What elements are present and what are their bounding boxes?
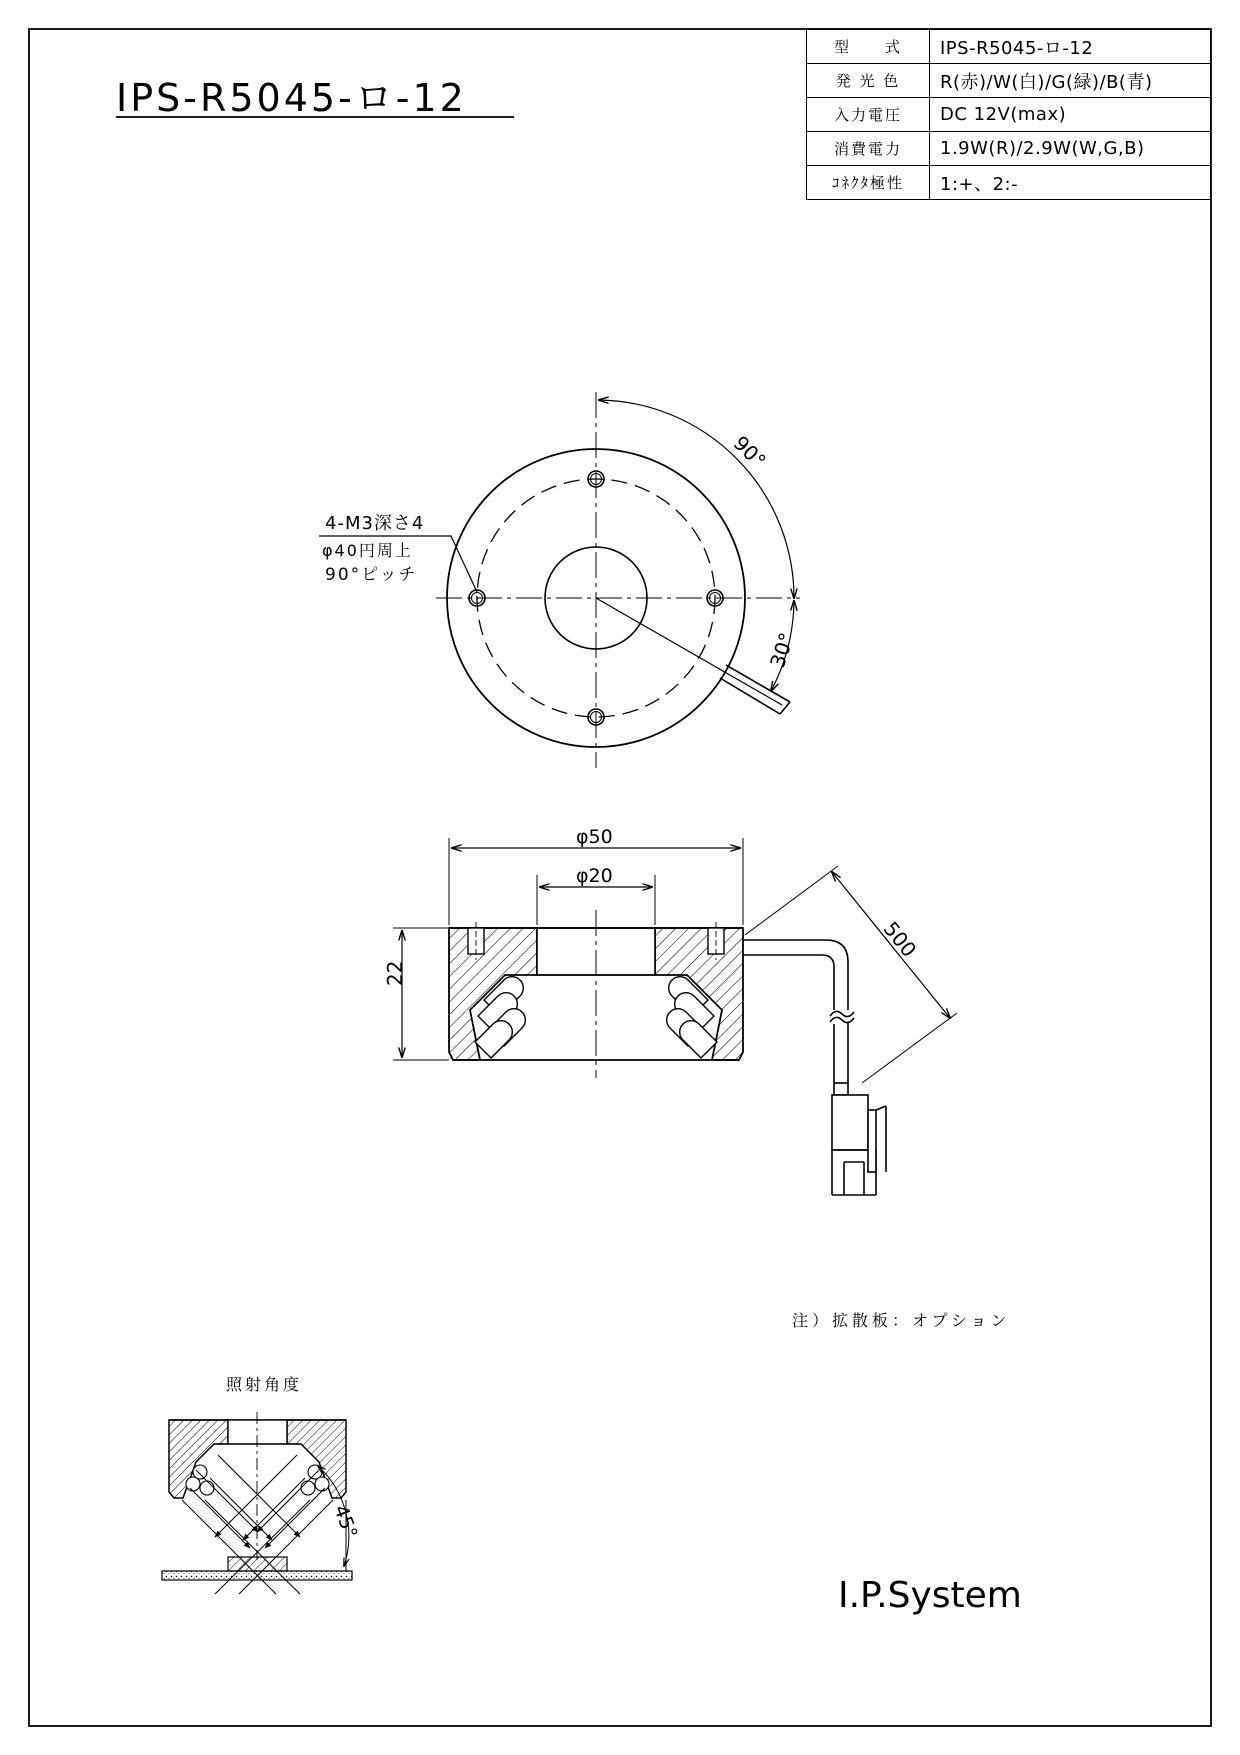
irradiation-angle-label: 45° [329,1502,362,1542]
side-cable [743,940,854,1083]
spec-table [806,29,1211,200]
spec-value: R(赤)/W(白)/G(緑)/B(青) [930,64,1211,98]
drawing-title-text: IPS-R5045-ロ-12 [116,76,467,120]
diffuser-note: 注）拡散板：オプション [792,1311,1011,1330]
spec-value: IPS-R5045-ロ-12 [930,30,1211,64]
connector [832,1083,886,1195]
spec-row-polarity [807,166,1211,200]
spec-row-color [807,64,1211,98]
drawing-title [116,76,514,120]
spec-value: DC 12V(max) [930,98,1211,132]
spec-key: 消費電力 [807,132,930,166]
angle-label-90: 90° [728,430,771,473]
irradiation-title: 照射角度 [226,1375,303,1394]
spec-row-power [807,132,1211,166]
spec-row-voltage [807,98,1211,132]
dim-inner-label: φ20 [576,865,613,887]
angle-arc-90 [599,400,794,598]
angle-label-30: 30° [765,629,799,671]
spec-value: 1:+、2:- [930,166,1211,200]
spec-row-model [807,30,1211,64]
spec-key: 型 式 [807,30,930,64]
spec-value: 1.9W(R)/2.9W(W,G,B) [930,132,1211,166]
hole-note-line2: φ40円周上 [322,541,413,560]
spec-key: 発 光 色 [807,64,930,98]
dim-height-label: 22 [383,960,407,986]
irradiation-diagram [162,1412,352,1594]
dim-outer-label: φ50 [576,826,613,848]
hole-note-line3: 90°ピッチ [325,565,418,585]
hole-note-line1: 4-M3深さ4 [325,513,425,534]
company-name: I.P.System [838,1575,1022,1616]
spec-key: 入力電圧 [807,98,930,132]
dim-cable-label: 500 [878,916,922,962]
spec-key: ｺﾈｸﾀ極性 [807,166,930,200]
side-view [393,838,957,1195]
